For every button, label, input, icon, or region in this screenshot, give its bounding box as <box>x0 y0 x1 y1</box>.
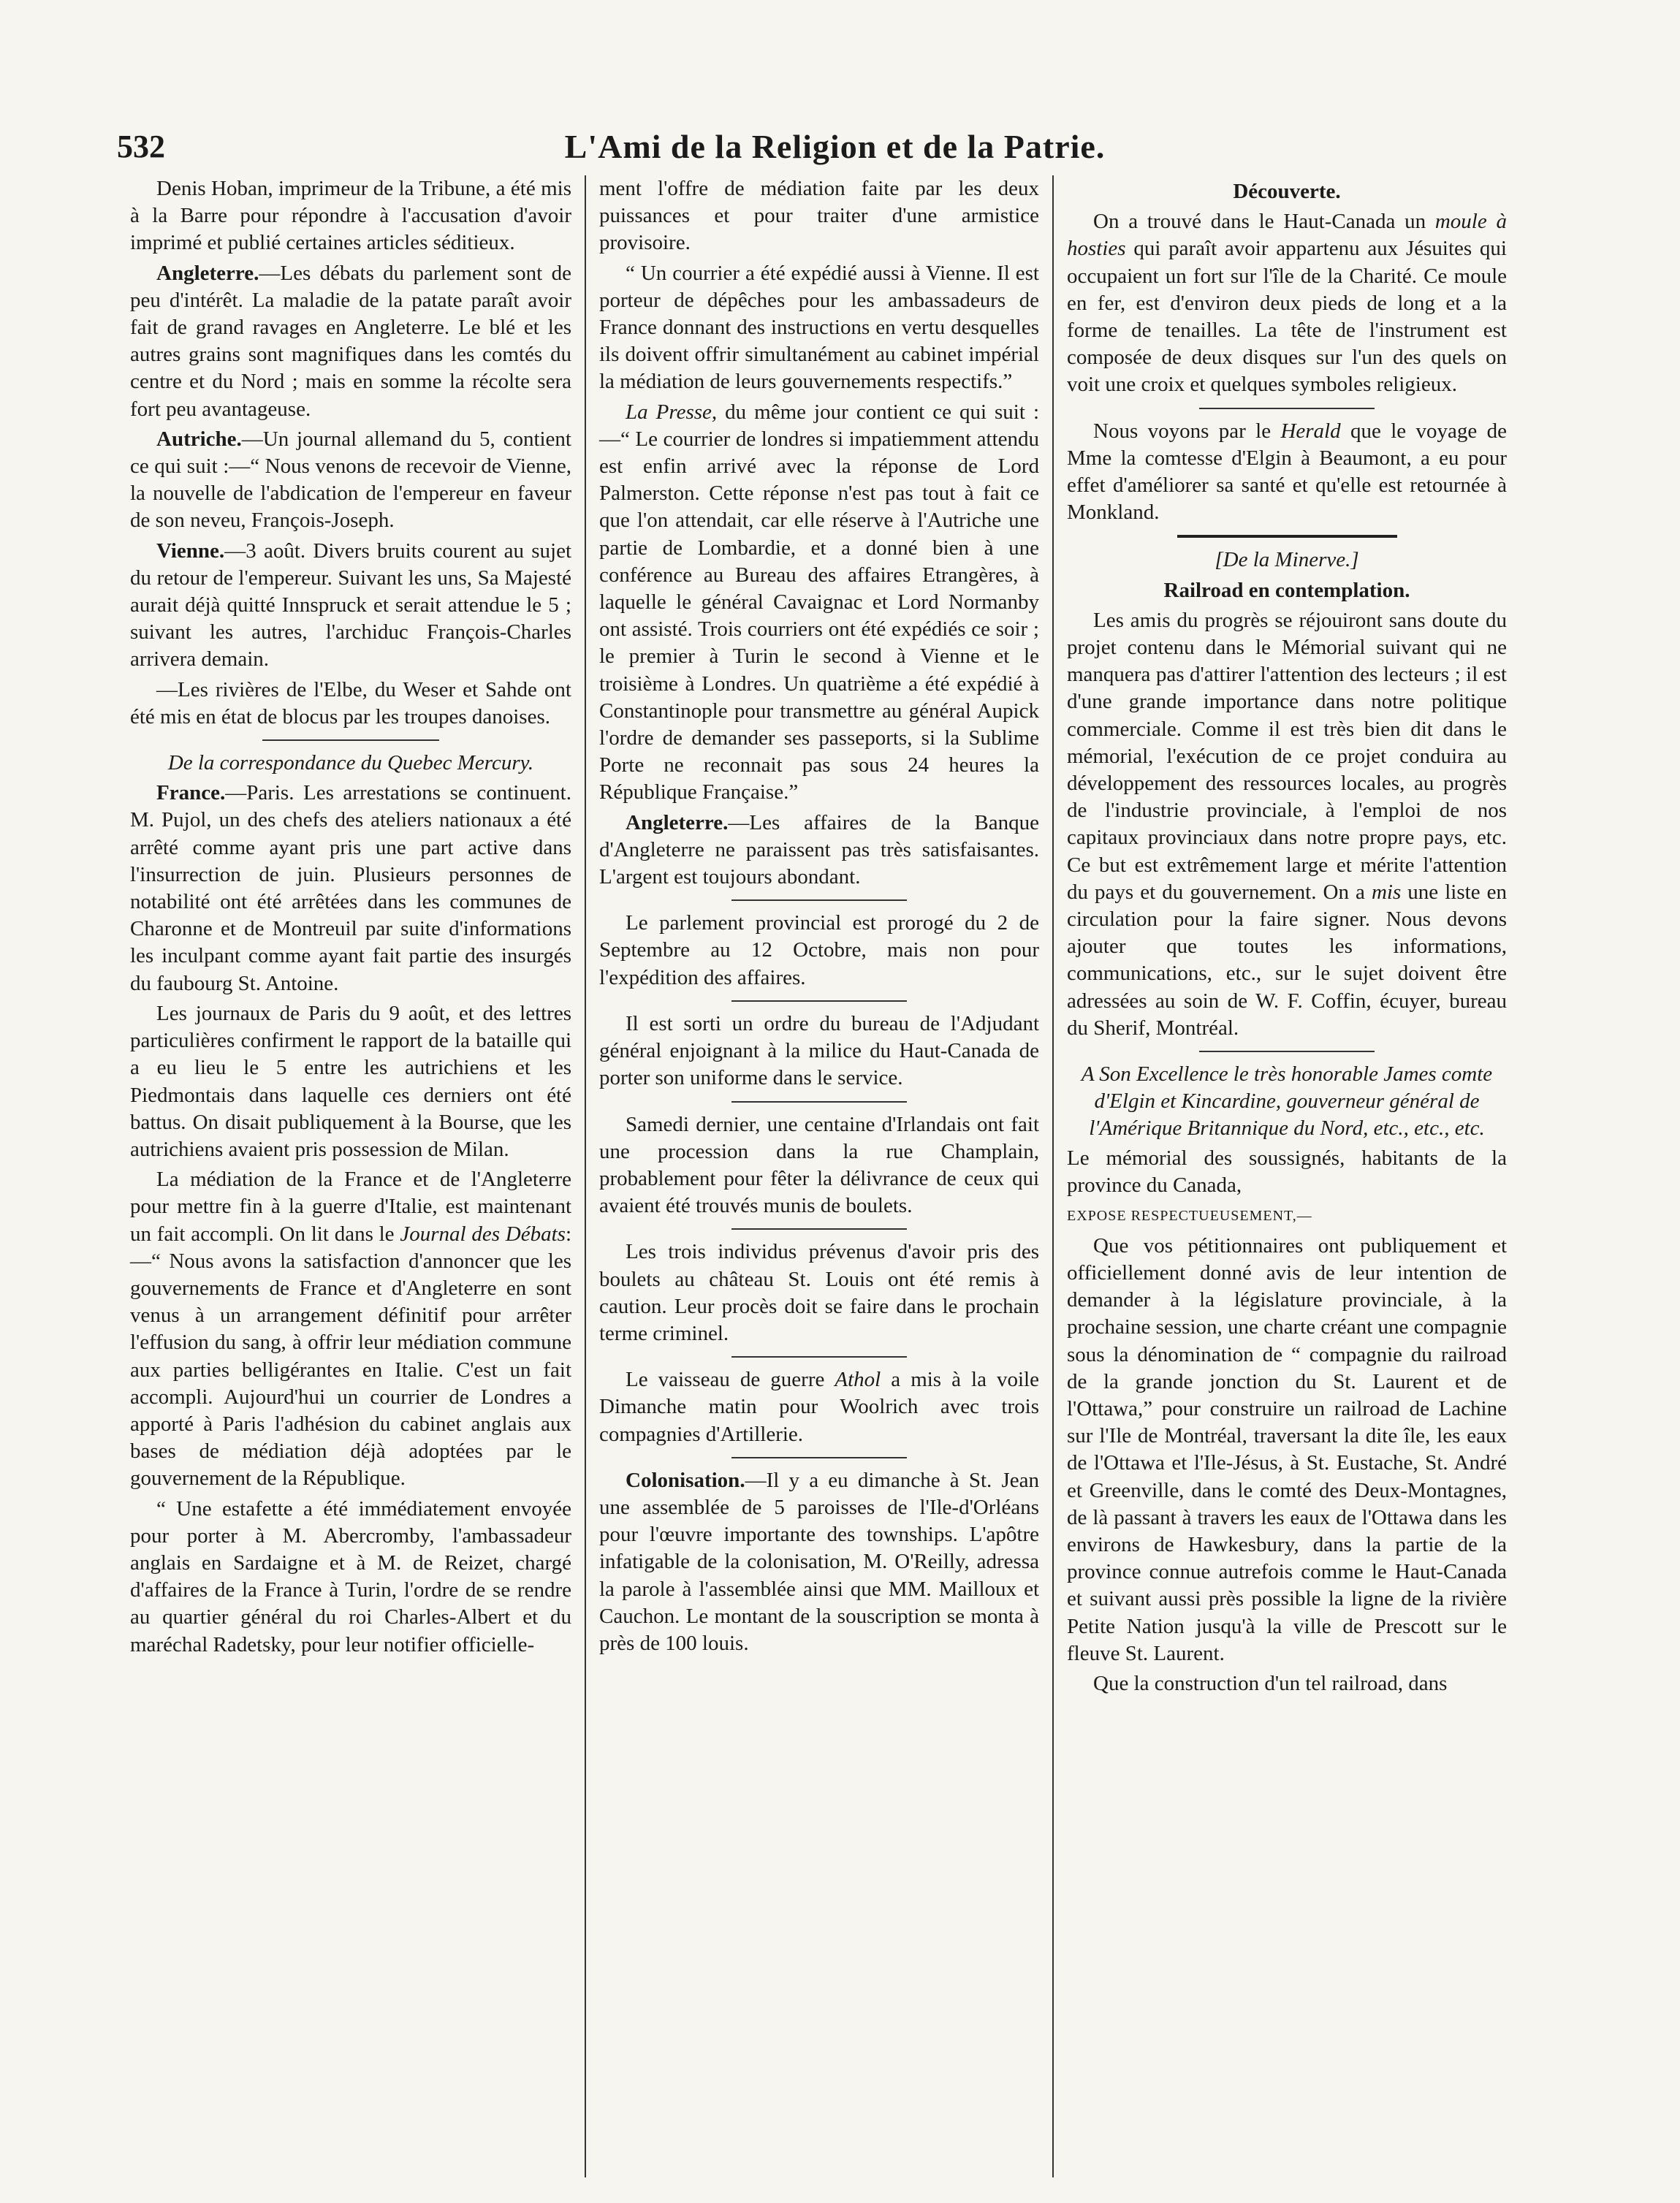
article-text: une liste en circulation pour la faire signer. Nous devons ajouter que toutes les informations, communications, etc., sur le sujet doivent être adressées au soin de W. F. Coffin, écuyer, bureau du Sherif, Montréal. <box>1067 880 1507 1040</box>
emphasis-text: mis <box>1371 880 1402 904</box>
article-text: du même jour contient ce qui suit :—“ Le courrier de londres si impatiemment attendu est enfin arrivé avec la réponse de Lord Palmerston. Cette réponse n'est pas tout à fait ce que l'on attendait, car elle réserve à l'Autriche une partie de Lombardie, et a donné bien à une conférence au Bureau des affaires Etrangères, à laquelle le général Cavaignac et Lord Normanby ont assisté. Trois courriers ont été expédiés ce soir ; le premier à Turin le second à Vienne et le troisième à Londres. Un quatrième a été expédié à Constantinople pour transmettre au général Aupick l'ordre de demander ses passeports, si la Sublime Porte ne reconnait pas sous 24 heures la République Française.” <box>599 400 1039 804</box>
divider <box>731 899 908 901</box>
article-text: —Un journal allemand du 5, contient ce qui suit :—“ Nous venons de recevoir de Vienne, la nouvelle de l'abdication de l'empereur en faveur de son neveu, François-Joseph. <box>130 427 571 533</box>
article-text: —3 août. Divers bruits courent au sujet du retour de l'empereur. Suivant les uns, Sa Majesté aurait déjà quitté Innspruck et serait attendue le 5 ; suivant les autres, l'archiduc François-Charles arrivera demain. <box>130 539 571 671</box>
article-paragraph: Les journaux de Paris du 9 août, et des lettres particulières confirment le rapport de la bataille qui a eu lieu le 5 entre les autrichiens et les Piedmontais dans laquelle ces derniers ont été battus. On disait publiquement à la Bourse, que les autrichiens avaient pris possession de Milan. <box>130 1001 571 1161</box>
article-paragraph: ment l'offre de médiation faite par les deux puissances et pour traiter d'une armistice provisoire. <box>599 177 1039 255</box>
page-number: 532 <box>117 128 165 164</box>
publication-name: La Presse, <box>626 400 718 424</box>
article-paragraph <box>1067 607 1507 1042</box>
divider <box>1199 408 1375 409</box>
article-heading: Railroad en contemplation. <box>1163 578 1410 602</box>
divider <box>731 1457 908 1458</box>
article-text: Les amis du progrès se réjouiront sans doute du projet contenu dans le Mémorial suivant qui ne manquera pas d'attirer l'attention des lecteurs ; il est d'une grande importance dans notre politique commerciale. Comme il est très bien dit dans le mémorial, l'exécution de ce projet conduira au développement des ressources locales, au progrès de l'industrie provinciale, à l'emploi de nos capitaux provinciaux dans notre propre pays, etc. Ce but est extrêmement large et mérite l'attention du pays et du gouvernement. On a <box>1067 608 1507 904</box>
article-text: a mis à la voile Dimanche matin pour Woolrich avec trois compagnies d'Artillerie. <box>599 1368 1039 1446</box>
divider <box>731 1101 908 1103</box>
article-text: —Les affaires de la Banque d'Angleterre ne paraissent pas très satisfaisantes. L'argent est toujours abondant. <box>599 810 1039 889</box>
article-paragraph: Le mémorial des soussignés, habitants de la province du Canada, <box>1067 1146 1507 1198</box>
page-header <box>117 124 1563 168</box>
columns <box>117 175 1564 2177</box>
divider <box>731 1228 908 1230</box>
section-keyword: Angleterre. <box>626 810 729 834</box>
section-source: [De la Minerve.] <box>1215 548 1359 572</box>
article-text: —Paris. Les arrestations se continuent. M. Pujol, un des chefs des ateliers nationaux a été arrêté comme ayant pris une part active dans l'insurrection de juin. Plusieurs personnes de notabilité ont été arrêtées dans les communes de Charonne et de Montreuil par suite d'informations les inculpant comme ayant fait partie des insurgés du faubourg St. Antoine. <box>130 781 571 995</box>
article-paragraph <box>599 399 1039 807</box>
article-text: Le vaisseau de guerre <box>626 1368 835 1392</box>
article-paragraph <box>1067 208 1507 398</box>
article-text: :—“ Nous avons la satisfaction d'annoncer que les gouvernements de France et d'Angleterre en sont venus à un arrangement définitif pour arrêter l'effusion du sang, à offrir leur médiation commune aux parties belligérantes en Italie. C'est un fait accompli. Aujourd'hui un courrier de Londres a apporté à Paris l'adhésion du cabinet anglais aux bases de médiation déjà adoptées par le gouvernement de la République. <box>130 1222 571 1491</box>
article-paragraph <box>130 426 571 535</box>
article-text: Nous voyons par le <box>1093 419 1281 443</box>
article-paragraph <box>599 1366 1039 1448</box>
article-paragraph: “ Un courrier a été expédié aussi à Vienne. Il est porteur de dépêches pour les ambassadeurs de France donnant des instructions en vertu desquelles ils doivent offrir simultanément au cabinet impérial la médiation de leurs gouvernements respectifs.” <box>599 261 1039 394</box>
section-keyword: Vienne. <box>156 539 225 563</box>
address-line: A Son Excellence le très honorable James comte d'Elgin et Kincardine, gouverneur général de l'Amérique Britannique du Nord, etc., etc., etc. <box>1081 1062 1493 1141</box>
column-1 <box>117 175 585 2177</box>
article-text: que le voyage de Mme la comtesse d'Elgin à Beaumont, a eu pour effet d'améliorer sa santé et qu'elle est retournée à Monkland. <box>1067 419 1507 525</box>
divider <box>731 1000 908 1002</box>
section-keyword: France. <box>156 781 226 805</box>
column-3 <box>1052 175 1520 2177</box>
article-heading: Découverte. <box>1233 180 1341 203</box>
publication-name: Journal des Débats <box>400 1222 566 1246</box>
section-keyword: Angleterre. <box>156 261 259 285</box>
emphasis-text: moule à hosties <box>1067 210 1507 261</box>
article-paragraph <box>130 538 571 674</box>
article-paragraph: Denis Hoban, imprimeur de la Tribune, a été mis à la Barre pour répondre à l'accusation d'avoir imprimé et publié certaines articles séditieux. <box>130 177 571 255</box>
ship-name: Athol <box>835 1368 881 1392</box>
article-paragraph: —Les rivières de l'Elbe, du Weser et Sahde ont été mis en état de blocus par les troupes danoises. <box>130 677 571 728</box>
column-2 <box>585 175 1052 2177</box>
article-paragraph: Il est sorti un ordre du bureau de l'Adjudant général enjoignant à la milice du Haut-Canada de porter son uniforme dans le service. <box>599 1011 1039 1090</box>
divider <box>731 1356 908 1358</box>
article-paragraph <box>130 1166 571 1492</box>
article-paragraph: Samedi dernier, une centaine d'Irlandais ont fait une procession dans la rue Champlain, probablement pour fêter la délivrance de ceux qui avaient été trouvés munis de boulets. <box>599 1112 1039 1218</box>
article-paragraph: Le parlement provincial est prorogé du 2 de Septembre au 12 Octobre, mais non pour l'expédition des affaires. <box>599 911 1039 989</box>
article-text: qui paraît avoir appartenu aux Jésuites qui occupaient un fort sur l'île de la Charité. Ce moule en fer, est d'environ deux pieds de long et a la forme de tenailles. La tête de l'instrument est composée de deux disques sur l'un des quels on voit une croix et quelques symboles religieux. <box>1067 237 1507 397</box>
article-paragraph: Que vos pétitionnaires ont publiquement et officiellement donné avis de leur intention de demander à la législature provinciale, à la prochaine session, une charte créant une compagnie sous la dénomination de “ compagnie du railroad de la grande jonction du St. Laurent et de l'Ottawa,” pour construire un railroad de Lachine sur l'Ile de Montréal, traversant la dite île, les eaux de l'Ottawa et l'Ile-Jésus, à St. Eustache, St. André et Greenville, dans le comté des Deux-Montagnes, de là passant à travers les eaux de l'Ottawa dans les environs de Hawkesbury, dans la partie de la province connue autrefois comme le Haut-Canada et suivant aussi près possible la ligne de la rivière Petite Nation jusqu'à la ville de Prescott sur le fleuve St. Laurent. <box>1067 1233 1507 1665</box>
divider <box>1177 535 1397 538</box>
article-paragraph: Les trois individus prévenus d'avoir pris des boulets au château St. Louis ont été remis à caution. Leur procès doit se faire dans le prochain terme criminel. <box>599 1240 1039 1345</box>
article-text: —Il y a eu dimanche à St. Jean une assemblée de 5 paroisses de l'Ile-d'Orléans pour l'œuvre importante des townships. L'apôtre infatigable de la colonisation, M. O'Reilly, adressa la parole à l'assemblée ainsi que MM. Mailloux et Cauchon. Le montant de la souscription se monta à près de 100 louis. <box>599 1468 1039 1655</box>
article-paragraph <box>599 810 1039 891</box>
section-keyword: Colonisation. <box>626 1468 745 1492</box>
section-keyword: Autriche. <box>156 427 242 451</box>
article-text: La médiation de la France et de l'Angleterre pour mettre fin à la guerre d'Italie, est maintenant un fait accompli. On lit dans le <box>130 1168 571 1246</box>
article-paragraph <box>599 1467 1039 1657</box>
divider <box>1199 1051 1375 1052</box>
article-text: —Les débats du parlement sont de peu d'intérêt. La maladie de la patate paraît avoir fait de grand ravages en Angleterre. Le blé et les autres grains sont magnifiques dans les comtés du centre et du Nord ; mais en somme la récolte sera fort peu avantageuse. <box>130 261 571 421</box>
article-paragraph: Que la construction d'un tel railroad, dans <box>1093 1671 1448 1695</box>
article-paragraph <box>1067 418 1507 527</box>
publication-name: Herald <box>1280 419 1341 443</box>
article-paragraph <box>130 780 571 997</box>
expose-label: EXPOSE RESPECTUEUSEMENT,— <box>1067 1207 1312 1224</box>
masthead-title: L'Ami de la Religion et de la Patrie. <box>564 127 1106 165</box>
article-paragraph <box>130 260 571 423</box>
section-source: De la correspondance du Quebec Mercury. <box>167 751 534 775</box>
divider <box>262 739 439 741</box>
article-paragraph: “ Une estafette a été immédiatement envoyée pour porter à M. Abercromby, l'ambassadeur anglais en Sardaigne et à M. de Reizet, chargé d'affaires de la France à Turin, l'ordre de se rendre au quartier général du roi Charles-Albert et du maréchal Radetsky, pour leur notifier officielle- <box>130 1496 571 1656</box>
article-text: On a trouvé dans le Haut-Canada un <box>1093 210 1435 234</box>
